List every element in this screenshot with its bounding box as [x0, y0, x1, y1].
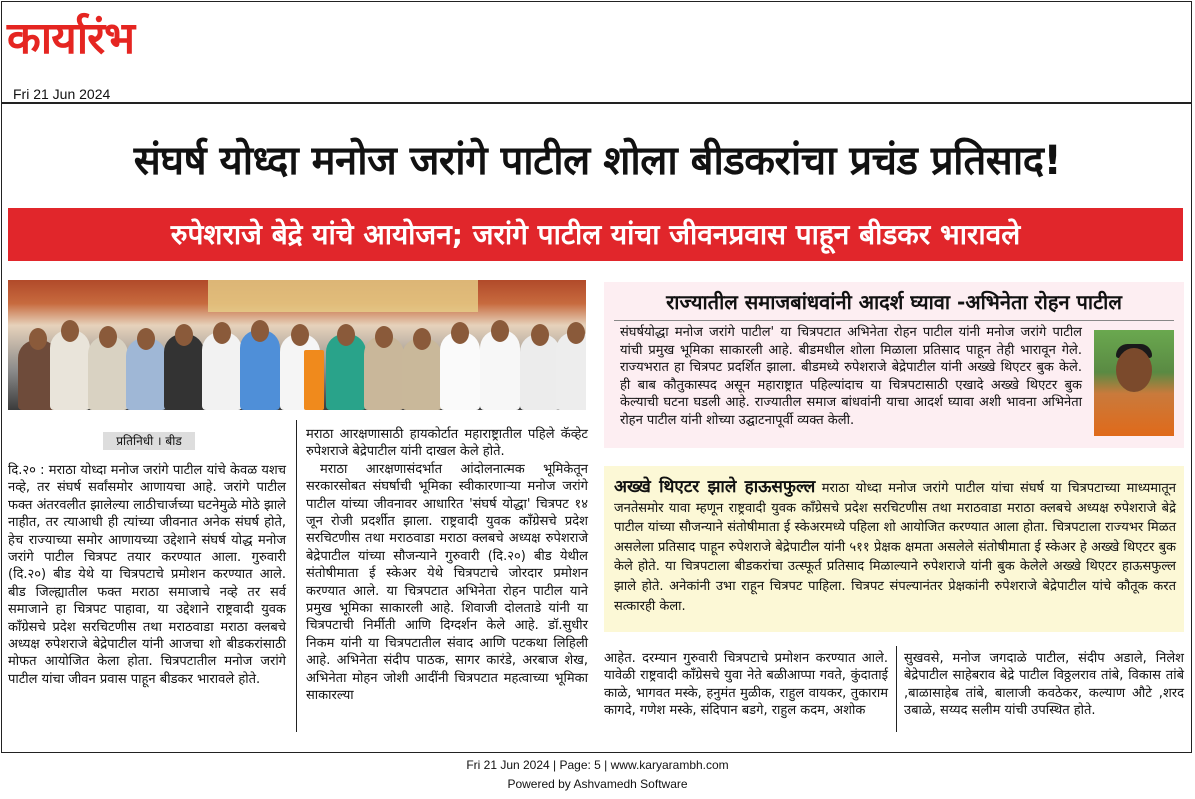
box-actor-rule — [614, 320, 1174, 321]
subheadline: रुपेशराजे बेद्रे यांचे आयोजन; जरांगे पाटील यांचा जीवनप्रवास पाहून बीडकर भारावले — [170, 218, 1021, 251]
photo-banner — [208, 280, 478, 312]
column-1-text: दि.२० : मराठा योध्दा मनोज जरांगे पाटील यांचे केवळ यशच नव्हे, तर संघर्ष सर्वांसमोर आणायचा आहे. जरांगे पाटील फक्त अंतरवलीत झालेल्या लाठीचार्जच्या घटनेमुळे मोठे झाले नाहीत, तर त्याआधी ही त्यांच्या जीवनात अनेक संघर्ष होते, हेच राज्याच्या समोर आणायच्या उद्देशाने संघर्ष योद्ध मनोज जरांगे पाटील चित्रपट तयार करण्यात आला. गुरुवारी (दि.२०) बीड येथे या चित्रपटाचे प्रमोशन करण्यात आले. बीड जिल्ह्यातील फक्त मराठा समाजाचे नव्हे तर सर्व समाजाने हा चित्रपट पाहावा, या उद्देशाने राष्ट्रवादी युवक कॉंग्रेसचे प्रदेश सरचिटणीस तथा मराठवाडा मराठा क्लबचे अध्यक्ष रुपेशराजे बेद्रेपाटील यांनी आजचा शो बीडकरांसाठी मोफत आयोजित केला होता. चित्रपटातील मनोज जरांगे पाटील यांचा जीवन प्रवास पाहून बीडकर भारावले होते. — [8, 463, 286, 687]
headline: संघर्ष योध्दा मनोज जरांगे पाटील शोला बीडकरांचा प्रचंड प्रतिसाद! — [133, 138, 1062, 184]
box-houseful-text — [614, 478, 1176, 616]
byline: प्रतिनिधी । बीड — [103, 432, 195, 450]
column-divider — [896, 646, 897, 732]
article-column-4 — [904, 650, 1184, 720]
box-houseful-body: मराठा योध्दा मनोज जरांगे पाटील यांचा संघर्ष या चित्रपटाच्या माध्यमातून जनतेसमोर यावा म्हणून राष्ट्रवादी युवक कॉंग्रेसचे प्रदेश सरचिटणीस तथा मराठवाडा मराठा क्लबचे अध्यक्ष रुपेशराजे बेद्रे पाटील यांच्या सौजन्याने संतोषीमाता ई स्केअरमध्ये पहिला शो आयोजित करण्यात आला होता. चित्रपटाला राज्यभर मिळत असलेला प्रतिसाद पाहून रुपेशराजे बेद्रेपाटील यांनी ५११ प्रेक्षक क्षमता असलेले संतोषीमाता ई स्केअर हे अख्खे थिएटर बुक केले होते. या चित्रपटाला बीडकरांचा उत्स्फूर्त प्रतिसाद मिळाल्याने रुपेशराजे यांनी बुक केलेले अख्खे थिएटर हाऊसफुल्ल झाले होते. अनेकांनी उभा राहून चित्रपट पाहिला. चित्रपट संपल्यानंतर प्रेक्षकांनी रुपेशराजे बेद्रेपाटील यांचे कौतूक करत सत्कारही केला. — [614, 481, 1176, 614]
subheadline-bar — [8, 208, 1183, 261]
box-actor-title: राज्यातील समाजबांधवांनी आदर्श घ्यावा -अभिनेता रोहन पाटील — [666, 290, 1122, 314]
actor-portrait — [1094, 330, 1174, 436]
article-column-1 — [8, 462, 286, 688]
box-houseful — [604, 466, 1184, 632]
edition-date: Fri 21 Jun 2024 — [13, 86, 111, 102]
article-column-2 — [306, 426, 588, 705]
footer-line-2: Powered by Ashvamedh Software — [507, 777, 688, 791]
box-houseful-lead: अख्खे थिएटर झाले हाऊसफुल्ल — [614, 477, 816, 497]
masthead — [1, 1, 1192, 104]
photo-crowd — [8, 320, 586, 410]
column-3-text: आहेत. दरम्यान गुरुवारी चित्रपटाचे प्रमोशन करण्यात आले. यावेळी राष्ट्रवादी कॉंग्रेसचे युवा नेते बळीआप्पा गवते, कुंदाताई काळे, भागवत मस्के, हनुमंत मुळीक, राहुल वायकर, तुकाराम कागदे, गणेश मस्के, संदिपान बडगे, राहुल कदम, अशोक — [604, 651, 888, 719]
logo[interactable]: कार्यारंभ — [7, 13, 135, 64]
box-actor-text: संघर्षयोद्धा मनोज जरांगे पाटील' या चित्रपटात अभिनेता रोहन पाटील यांनी मनोज जरांगे पाटील यांची प्रमुख भूमिका साकारली आहे. बीडमधील शोला मिळाला प्रतिसाद पाहून तेही भारावून गेले. राज्यभरात हा चित्रपट प्रदर्शित झाला. बीडमध्ये रुपेशराजे बेद्रेपाटील यांनी अख्खे थिएटर बुक केले. ही बाब कौतुकास्पद असून महाराष्ट्रात पहिल्यांदाच या चित्रपटासाठी एखादे अख्खे थिएटर बुक केल्याची घटना घडली आहे. राज्यातील समाज बांधवांनी याचा आदर्श घ्यावा अशी भावना अभिनेता रोहन पाटील यांनी शोच्या उद्घाटनापूर्वी व्यक्त केली. — [620, 325, 1082, 428]
box-actor-statement — [604, 282, 1184, 448]
column-2-para-2: मराठा आरक्षणासंदर्भात आंदोलनात्मक भूमिकेतून सरकारसोबत संघर्षाची भूमिका स्वीकारणाऱ्या मनोज जरांगे पाटील यांच्या जीवनावर आधारित 'संघर्ष योद्धा' चित्रपट १४ जून रोजी प्रदर्शीत झाला. राष्ट्रवादी युवक कॉंग्रेसचे प्रदेश सरचिटणीस तथा मराठवाडा मराठा क्लबचे अध्यक्ष रुपेशराजे बेद्रेपाटील यांच्या सौजन्याने गुरुवारी (दि.२०) बीड येथील संतोषीमाता ई स्केअर येथे चित्रपटाचे जोरदार प्रमोशन करण्यात आले. या चित्रपटात अभिनेता रोहन पाटील याने प्रमुख भूमिका साकारली आहे. शिवाजी दोलताडे यांनी या चित्रपटाची निर्मीती आणि दिग्दर्शन केले आहे. डॉ.सुधीर निकम यांनी या चित्रपटातील संवाद आणि पटकथा लिहिली आहे. अभिनेता संदीप पाठक, सागर कारंडे, अरबाज शेख, अभिनेता मोहन जोशी आदींनी चित्रपटात महत्वाच्या भूमिका साकारल्या — [306, 461, 588, 704]
column-2-para-1: मराठा आरक्षणासाठी हायकोर्टात महाराष्ट्रातील पहिले कॅव्हेट रुपेशराजे बेद्रेपाटील यांनी दाखल केले होते. — [306, 427, 588, 460]
footer-line-1[interactable]: Fri 21 Jun 2024 | Page: 5 | www.karyarambh.com — [466, 758, 729, 772]
column-4-text: सुखवसे, मनोज जगदाळे पाटील, संदीप अडाले, निलेश बेद्रेपाटील साहेबराव बेद्रे पाटील विठ्ठलराव तांबे, विकास तांबे ,बाळासाहेब तांबे, बालाजी कवठेकर, कल्याण औटे ,शरद उबाळे, सय्यद सलीम यांची उपस्थित होते. — [904, 651, 1184, 719]
event-photo — [8, 280, 586, 410]
column-divider — [296, 420, 297, 732]
article-column-3 — [604, 650, 888, 720]
footer — [0, 756, 1195, 794]
